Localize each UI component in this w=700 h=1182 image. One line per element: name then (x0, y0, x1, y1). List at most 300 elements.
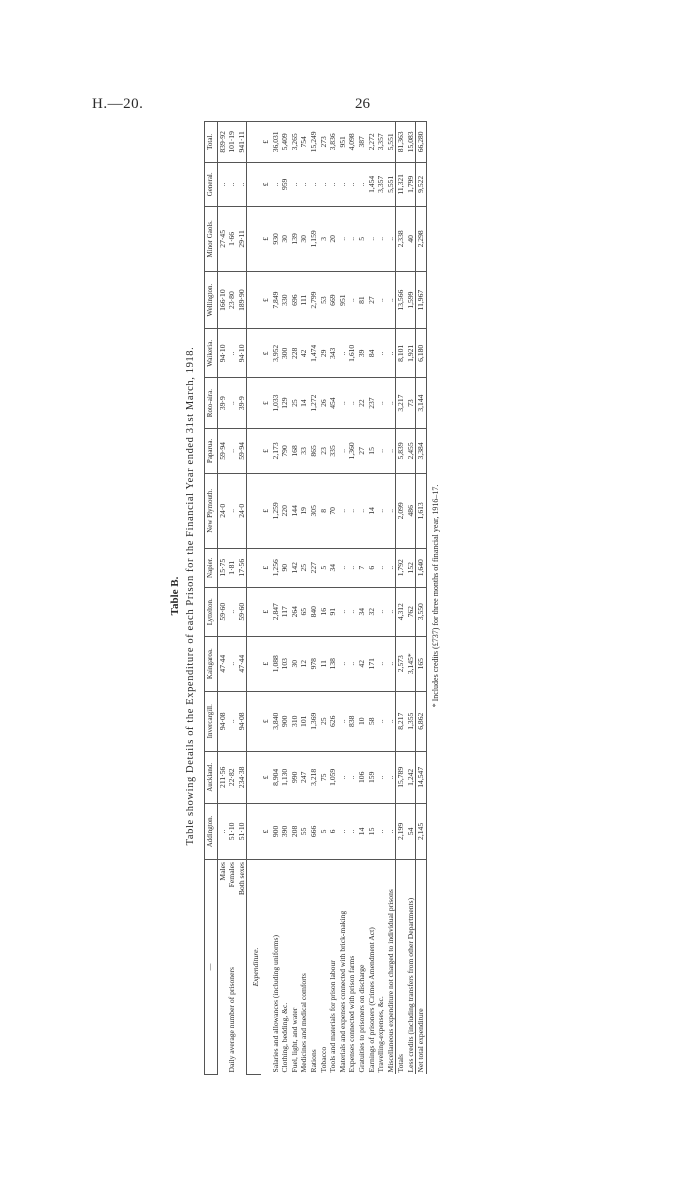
row-label (280, 860, 290, 1075)
col-header: Wellington. (205, 271, 218, 329)
credits-row (406, 122, 416, 1075)
table-cell: 11 (319, 636, 329, 691)
table-cell: 2,455 (406, 429, 416, 474)
table-cell: 3,144 (416, 378, 427, 429)
table-cell: .. (237, 162, 247, 206)
table-cell: 65 (299, 587, 309, 636)
expenditure-row (309, 122, 319, 1075)
row-label (376, 860, 386, 1075)
table-cell: .. (386, 691, 396, 751)
row-label-text: Less credits (including transfers from other Departments) (405, 897, 415, 1073)
currency-cell: £ (261, 206, 271, 271)
table-cell: 900 (271, 803, 281, 859)
table-cell: 53 (319, 271, 329, 329)
table-cell: .. (227, 378, 237, 429)
table-cell: .. (367, 206, 377, 271)
table-cell: 666 (309, 803, 319, 859)
table-cell: 900 (280, 691, 290, 751)
table-cell: 3,550 (416, 587, 427, 636)
row-label (217, 860, 227, 1075)
table-cell: 5 (319, 548, 329, 587)
table-cell: .. (386, 587, 396, 636)
table-cell: 26 (319, 378, 329, 429)
table-cell (247, 751, 261, 803)
table-cell: 1,059 (328, 751, 338, 803)
table-cell: 696 (290, 271, 300, 329)
table-cell: 335 (328, 429, 338, 474)
table-cell: 75 (319, 751, 329, 803)
table-cell: 330 (280, 271, 290, 329)
row-label (227, 860, 237, 1075)
table-cell: 1,474 (309, 329, 319, 378)
table-cell: 237 (367, 378, 377, 429)
table-cell: 15,789 (396, 751, 406, 803)
table-cell: 6,180 (416, 329, 427, 378)
table-cell: 30 (280, 206, 290, 271)
table-cell: 1,259 (271, 473, 281, 548)
table-cell: 300 (280, 329, 290, 378)
table-cell: 51·10 (227, 803, 237, 859)
row-label (357, 860, 367, 1075)
table-cell: .. (376, 587, 386, 636)
table-cell: 94·10 (217, 329, 227, 378)
row-label (367, 860, 377, 1075)
table-cell: 25 (319, 691, 329, 751)
table-cell: 101 (299, 691, 309, 751)
table-cell: 144 (290, 473, 300, 548)
table-cell: 2,338 (396, 206, 406, 271)
table-cell: 5,551 (386, 162, 396, 206)
row-label-text: Medicines and medical comforts (299, 973, 309, 1073)
table-cell: 19 (299, 473, 309, 548)
table-cell: .. (386, 206, 396, 271)
row-label (386, 860, 396, 1075)
table-cell: 1·81 (227, 548, 237, 587)
currency-cell: £ (261, 429, 271, 474)
table-cell: 840 (309, 587, 319, 636)
table-cell (247, 271, 261, 329)
table-cell: 5,409 (280, 122, 290, 163)
table-cell: .. (386, 329, 396, 378)
table-cell: .. (319, 162, 329, 206)
table-cell: 10 (357, 691, 367, 751)
table-cell: 3,840 (271, 691, 281, 751)
table-cell: .. (386, 636, 396, 691)
table-cell: 70 (328, 473, 338, 548)
table-cell: .. (376, 429, 386, 474)
page-number: 26 (355, 96, 370, 112)
table-cell: .. (338, 587, 348, 636)
table-cell: .. (357, 162, 367, 206)
prisoners-females-row (227, 122, 237, 1075)
row-label (328, 860, 338, 1075)
table-cell: 142 (290, 548, 300, 587)
expenditure-row (357, 122, 367, 1075)
col-header: Waikeria. (205, 329, 218, 378)
table-cell: .. (338, 548, 348, 587)
row-label (396, 860, 406, 1075)
expenditure-row (328, 122, 338, 1075)
row-label-text: Clothing, bedding, &c. (280, 1002, 290, 1073)
table-cell: 3,357 (376, 122, 386, 163)
table-cell (247, 329, 261, 378)
col-header: Addington. (205, 803, 218, 859)
table-cell: 839·92 (217, 122, 227, 163)
table-cell: 20 (328, 206, 338, 271)
table-cell: .. (376, 636, 386, 691)
table-cell: 1,256 (271, 548, 281, 587)
col-header: Lyttelton. (205, 587, 218, 636)
table-cell: .. (347, 587, 357, 636)
table-cell: .. (347, 162, 357, 206)
table-cell: 8,101 (396, 329, 406, 378)
table-cell: 5,551 (386, 122, 396, 163)
table-cell: .. (309, 162, 319, 206)
currency-row (261, 122, 271, 1075)
table-cell: 990 (290, 751, 300, 803)
table-cell: .. (328, 162, 338, 206)
table-cell: .. (217, 162, 227, 206)
row-label (237, 860, 247, 1075)
table-cell: .. (227, 636, 237, 691)
row-label-text: Net total expenditure (416, 1008, 426, 1073)
currency-cell: £ (261, 548, 271, 587)
table-cell: .. (386, 473, 396, 548)
row-label (347, 860, 357, 1075)
currency-cell: £ (261, 587, 271, 636)
table-cell: .. (227, 691, 237, 751)
currency-cell: £ (261, 636, 271, 691)
table-cell: 1,130 (280, 751, 290, 803)
table-cell: 58 (367, 691, 377, 751)
expenditure-row (347, 122, 357, 1075)
table-cell: 1,369 (309, 691, 319, 751)
table-cell: 103 (280, 636, 290, 691)
table-cell: 1,159 (309, 206, 319, 271)
table-cell: 17·56 (237, 548, 247, 587)
currency-cell: £ (261, 803, 271, 859)
table-cell: 951 (338, 271, 348, 329)
table-cell: 14 (367, 473, 377, 548)
table-cell: 27 (367, 271, 377, 329)
currency-cell: £ (261, 751, 271, 803)
table-cell: 951 (338, 122, 348, 163)
table-cell: 1,640 (416, 548, 427, 587)
expenditure-row (271, 122, 281, 1075)
row-label-text: Materials and expenses connected with brick-making (337, 910, 347, 1073)
table-cell: 159 (367, 751, 377, 803)
col-header: Total. (205, 122, 218, 163)
table-cell: 6 (328, 803, 338, 859)
currency-cell: £ (261, 162, 271, 206)
table-cell: .. (217, 803, 227, 859)
table-cell: .. (376, 271, 386, 329)
col-header: Kaingaroa. (205, 636, 218, 691)
row-label (261, 860, 271, 1075)
table-title: Table showing Details of the Expenditure of each Prison for the Financial Year ended 31st March, 1918. (185, 346, 196, 846)
table-cell: .. (347, 803, 357, 859)
table-cell: 138 (328, 636, 338, 691)
table-cell: 626 (328, 691, 338, 751)
table-cell: 15 (367, 803, 377, 859)
table-cell: 6 (367, 548, 377, 587)
table-cell: .. (376, 206, 386, 271)
table-cell: 16 (319, 587, 329, 636)
table-cell: 22 (357, 378, 367, 429)
table-cell: 39·9 (237, 378, 247, 429)
table-cell: 1,921 (406, 329, 416, 378)
row-label-text: Salaries and allowances (including uniforms) (270, 935, 280, 1073)
table-cell: 762 (406, 587, 416, 636)
table-cell: 25 (290, 378, 300, 429)
totals-row (396, 122, 406, 1075)
table-cell: 12 (299, 636, 309, 691)
table-cell: .. (376, 548, 386, 587)
table-cell: 2,272 (367, 122, 377, 163)
table-cell: .. (347, 751, 357, 803)
col-header: Minor Gaols. (205, 206, 218, 271)
table-cell: .. (376, 751, 386, 803)
table-cell: .. (338, 751, 348, 803)
table-cell: .. (338, 329, 348, 378)
table-cell: 305 (309, 473, 319, 548)
row-label (338, 860, 348, 1075)
table-cell: 1,355 (406, 691, 416, 751)
table-cell: 106 (357, 751, 367, 803)
currency-cell: £ (261, 378, 271, 429)
col-header: Auckland. (205, 751, 218, 803)
table-cell: 27 (357, 429, 367, 474)
row-label (319, 860, 329, 1075)
table-cell: 5 (357, 206, 367, 271)
table-cell: .. (338, 636, 348, 691)
currency-cell: £ (261, 329, 271, 378)
col-header: Roto-aira. (205, 378, 218, 429)
table-cell: 2,173 (271, 429, 281, 474)
col-header: Paparua. (205, 429, 218, 474)
table-cell: 669 (328, 271, 338, 329)
table-cell (247, 378, 261, 429)
table-cell: 23 (319, 429, 329, 474)
table-cell: 34 (328, 548, 338, 587)
row-label-text: Tobacco (318, 1046, 328, 1073)
table-cell: 24·0 (237, 473, 247, 548)
table-cell: 454 (328, 378, 338, 429)
table-cell: 3,836 (328, 122, 338, 163)
table-cell: 1,088 (271, 636, 281, 691)
table-cell: 94·08 (217, 691, 227, 751)
table-cell: 15,083 (406, 122, 416, 163)
page-reference: H.—20. (92, 96, 144, 112)
expenditure-table (204, 121, 427, 1075)
col-header-label: — (205, 860, 218, 1075)
table-cell: .. (386, 271, 396, 329)
table-cell: 1,599 (406, 271, 416, 329)
table-cell: .. (338, 206, 348, 271)
table-cell: .. (227, 429, 237, 474)
table-cell: .. (347, 473, 357, 548)
table-cell: 1,613 (416, 473, 427, 548)
table-cell: 73 (406, 378, 416, 429)
table-cell: 59·94 (217, 429, 227, 474)
table-cell: 4,312 (396, 587, 406, 636)
table-cell: 273 (319, 122, 329, 163)
expenditure-row (367, 122, 377, 1075)
table-cell: 30 (299, 206, 309, 271)
table-cell: 13,566 (396, 271, 406, 329)
table-cell: 14 (299, 378, 309, 429)
table-cell: 15·75 (217, 548, 227, 587)
table-cell: .. (376, 473, 386, 548)
table-cell: 47·44 (237, 636, 247, 691)
table-cell: 1,792 (396, 548, 406, 587)
table-cell: 14,547 (416, 751, 427, 803)
table-cell: 838 (347, 691, 357, 751)
table-cell: .. (347, 636, 357, 691)
table-cell: 25 (299, 548, 309, 587)
table-cell: 1,242 (406, 751, 416, 803)
col-header: Invercargill. (205, 691, 218, 751)
table-body (217, 122, 426, 1075)
table-cell: 2,799 (309, 271, 319, 329)
table-cell: 5 (319, 803, 329, 859)
table-cell: 8,904 (271, 751, 281, 803)
table-cell: 2,847 (271, 587, 281, 636)
row-label (416, 860, 427, 1075)
table-cell (247, 548, 261, 587)
table-cell: 959 (280, 162, 290, 206)
table-cell: 343 (328, 329, 338, 378)
sex-label: Both sexes (236, 862, 246, 896)
table-cell: .. (338, 803, 348, 859)
table-cell: 3,145* (406, 636, 416, 691)
table-cell: 227 (309, 548, 319, 587)
table-cell: 390 (280, 803, 290, 859)
table-cell: 2,298 (416, 206, 427, 271)
row-label-text: Gratuities to prisoners on discharge (356, 964, 366, 1073)
table-cell: .. (338, 429, 348, 474)
table-cell: 6,862 (416, 691, 427, 751)
table-cell: 2,199 (396, 803, 406, 859)
table-cell: .. (299, 162, 309, 206)
table-cell: 7,849 (271, 271, 281, 329)
table-cell: 129 (280, 378, 290, 429)
table-cell: 1,272 (309, 378, 319, 429)
table-cell: .. (386, 548, 396, 587)
table-cell: 39·9 (217, 378, 227, 429)
table-cell: .. (227, 162, 237, 206)
table-cell: 234·38 (237, 751, 247, 803)
table-cell: .. (347, 548, 357, 587)
table-cell: .. (376, 691, 386, 751)
expenditure-heading: Expenditure. (247, 860, 261, 1075)
table-cell: 29 (319, 329, 329, 378)
expenditure-row (319, 122, 329, 1075)
table-cell: 168 (290, 429, 300, 474)
currency-cell: £ (261, 122, 271, 163)
table-cell: 264 (290, 587, 300, 636)
table-cell: 247 (299, 751, 309, 803)
table-cell: .. (357, 473, 367, 548)
table-cell: 3 (319, 206, 329, 271)
table-cell: .. (386, 803, 396, 859)
table-cell: 30 (290, 636, 300, 691)
table-cell: 84 (367, 329, 377, 378)
table-label: Table B. (169, 576, 181, 616)
table-cell: 941·11 (237, 122, 247, 163)
table-cell: .. (227, 473, 237, 548)
sex-label: Females (227, 862, 237, 888)
table-cell: .. (386, 429, 396, 474)
prisoners-both-row (237, 122, 247, 1075)
row-label (271, 860, 281, 1075)
table-cell: .. (386, 751, 396, 803)
table-cell (247, 587, 261, 636)
header-row (205, 122, 218, 1075)
expenditure-row (290, 122, 300, 1075)
table-cell: 47·44 (217, 636, 227, 691)
row-label (299, 860, 309, 1075)
table-cell: 51·10 (237, 803, 247, 859)
col-header: Napier. (205, 548, 218, 587)
table-cell: 152 (406, 548, 416, 587)
row-label-text: Expenses connected with prison farms (347, 955, 357, 1073)
row-label (309, 860, 319, 1075)
table-cell: 39 (357, 329, 367, 378)
table-cell: 11,321 (396, 162, 406, 206)
table-cell: 32 (367, 587, 377, 636)
table-cell (247, 429, 261, 474)
table-cell: .. (386, 378, 396, 429)
table-cell (247, 691, 261, 751)
table-cell: 3,952 (271, 329, 281, 378)
table-cell: 81,363 (396, 122, 406, 163)
table-cell: 24·0 (217, 473, 227, 548)
table-cell: 1·66 (227, 206, 237, 271)
expenditure-row (299, 122, 309, 1075)
table-cell: 1,610 (347, 329, 357, 378)
net-row (416, 122, 427, 1075)
table-cell: 117 (280, 587, 290, 636)
table-cell: 81 (357, 271, 367, 329)
table-cell: 29·11 (237, 206, 247, 271)
prisoner-label: Daily average number of prisoners (227, 967, 237, 1073)
table-cell: 59·94 (237, 429, 247, 474)
table-cell: 2,099 (396, 473, 406, 548)
table-cell: 930 (271, 206, 281, 271)
table-cell: 189·90 (237, 271, 247, 329)
row-label-text: Totals (396, 1054, 406, 1073)
sex-label: Males (217, 862, 227, 881)
table-cell: 1,454 (367, 162, 377, 206)
table-caption (168, 117, 198, 1075)
currency-cell: £ (261, 473, 271, 548)
table-cell: 59·60 (237, 587, 247, 636)
table-cell: 865 (309, 429, 319, 474)
table-cell: 3,357 (376, 162, 386, 206)
section-heading-row (247, 122, 261, 1075)
table-cell: 2,573 (396, 636, 406, 691)
table-cell: 4,098 (347, 122, 357, 163)
table-cell (247, 473, 261, 548)
table-cell: 3,217 (396, 378, 406, 429)
table-cell: 66,280 (416, 122, 427, 163)
table-cell: 978 (309, 636, 319, 691)
table-cell: 33 (299, 429, 309, 474)
table-cell: 208 (290, 803, 300, 859)
table-cell: 166·10 (217, 271, 227, 329)
table-cell: .. (376, 378, 386, 429)
